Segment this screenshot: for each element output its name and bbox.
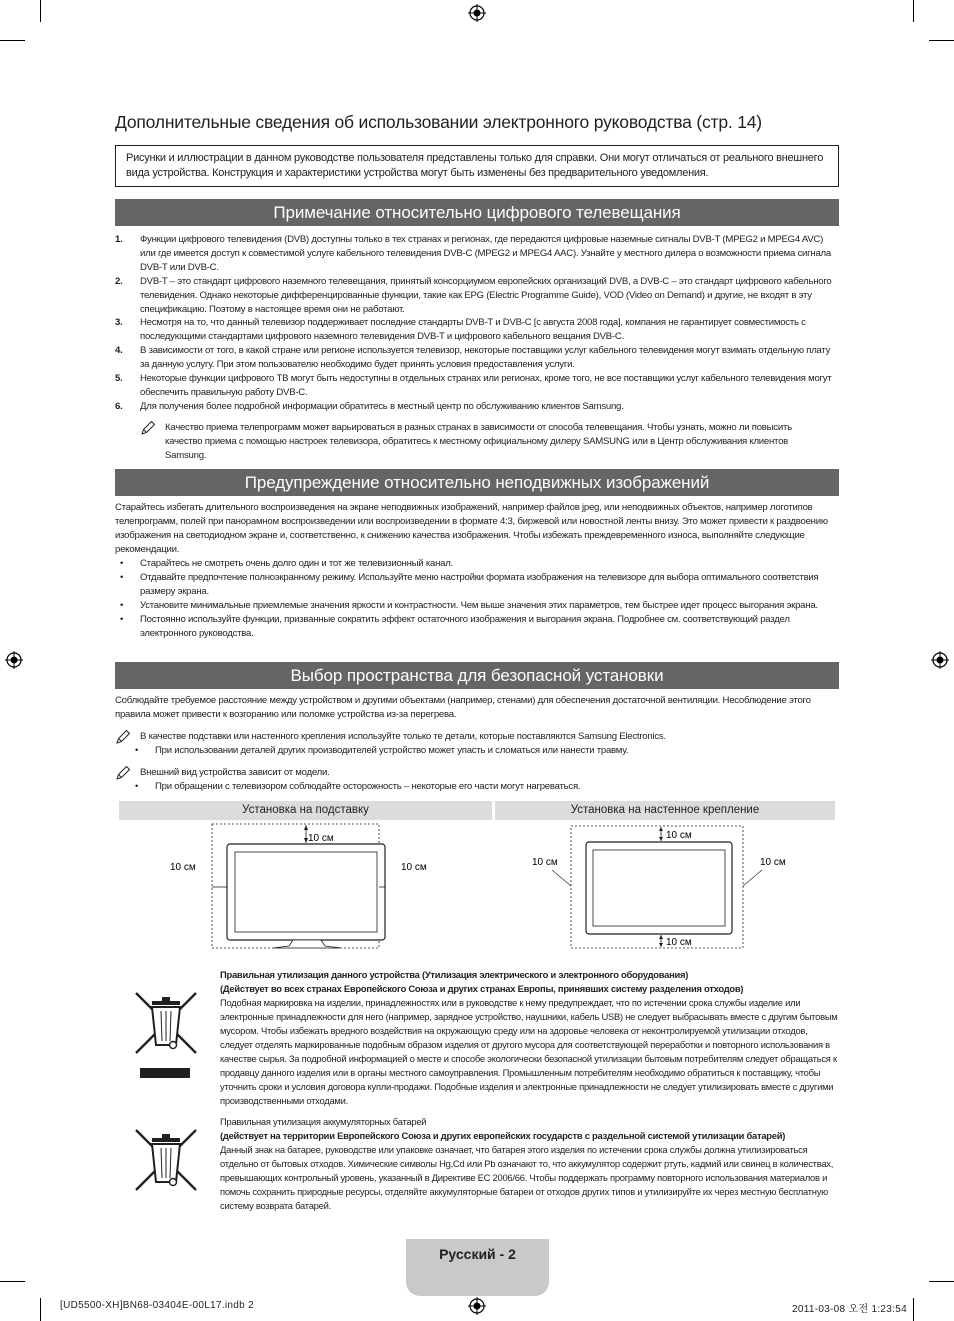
- still-images-intro: Старайтесь избегать длительного воспроизведения на экране неподвижных изображений, например файлов jpeg, или неподвижных объектов, например логотипов телепрограмм, полей при панорамном воспроизведении или воспроизведении в формате 4:3, биржевой или новостной ленты внизу. Это может привести к раздвоению изображения на светодиодном экране и, соответственно, к снижению качества изображения. Чтобы избежать преждевременного износа, выполняйте следующие рекомендации.: [115, 502, 828, 555]
- crop-mark: [0, 40, 25, 41]
- registration-mark-icon: [5, 651, 23, 669]
- list-item: • Старайтесь не смотреть очень долго один и тот же телевизионный канал.: [115, 557, 835, 571]
- section-heading-digital-tv: Примечание относительно цифрового телевещания: [115, 199, 839, 226]
- registration-mark-icon: [931, 651, 949, 669]
- dimension-label: 10 см: [401, 862, 427, 873]
- list-item: 5. Некоторые функции цифрового ТВ могут быть недоступны в отдельных странах или регионах, кроме того, не все поставщики услуг кабельного телевидения могут обеспечить правильную работу DVB-C.: [115, 373, 832, 398]
- crop-mark: [929, 1281, 954, 1282]
- crossed-bin-battery-icon: [132, 1126, 200, 1198]
- print-slug-right: 2011-03-08 오전 1:23:54: [792, 1304, 907, 1315]
- product-disposal-body: Подобная маркировка на изделии, принадлежностях или в руководстве к нему предупреждает, что по истечении срока службы изделие или электронные принадлежности для него (например, зарядное устройство, наушники, кабель USB) не следует выбрасывать вместе с другим бытовым мусором. Чтобы избежать вредного воздействия на окружающую среду или на здоровье человека от неконтролируемой утилизации отходов, следует отделять маркированные подобным образом изделия от другого мусора для соответствующей переработки и повторного использования в качестве сырья. За подробной информацией о месте и способе экологически безопасной утилизации бытовым потребителям следует обращаться к продавцу данного изделия или в органы местного самоуправления. Промышленным потребителям необходимо обратиться к поставщику, чтобы уточнить сроки и условия договора купли-продажи. Подобные изделия и электронные принадлежности не следует утилизировать вместе с другими производственными отходами.: [220, 997, 838, 1106]
- battery-disposal-text: [220, 1115, 840, 1213]
- dimension-label: 10 см: [666, 830, 692, 841]
- section-heading-installation: Выбор пространства для безопасной установки: [115, 662, 839, 689]
- dimension-label: 10 см: [308, 833, 334, 844]
- section-heading-still-images: Предупреждение относительно неподвижных изображений: [115, 469, 839, 496]
- crop-mark: [0, 1281, 25, 1282]
- print-slug-left: [UD5500-XH]BN68-03404E-00L17.indb 2: [60, 1300, 254, 1311]
- wall-clearance-diagram: [530, 822, 800, 952]
- page-title: Дополнительные сведения об использовании электронного руководства (стр. 14): [115, 112, 762, 132]
- crop-mark: [40, 1298, 41, 1321]
- registration-mark-icon: [468, 1297, 486, 1315]
- product-disposal-subtitle: (Действует во всех странах Европейского Союза и других странах Европы, принявших систему разделения отходов): [220, 983, 744, 994]
- list-item: 4. В зависимости от того, в какой стране или регионе используется телевизор, некоторые поставщики услуг кабельного телевидения могут взимать отдельную плату за данную услугу. При этом пользователю необходимо будет принять условия предоставления услуги.: [115, 345, 831, 371]
- stand-note: В качестве подставки или настенного крепления используйте только те детали, которые поставляются Samsung Electronics.: [140, 730, 830, 744]
- list-item: • При использовании деталей других производителей устройство может упасть и сломаться или нанести травму.: [130, 744, 830, 758]
- still-images-bullets: [115, 557, 835, 640]
- appearance-note-bullets: [130, 780, 830, 794]
- list-item: • Отдавайте предпочтение полноэкранному режиму. Используйте меню настройки формата изображения на телевизоре для выбора оптимального соответствия размеру экрана.: [115, 571, 835, 599]
- registration-mark-icon: [468, 4, 486, 22]
- crossed-bin-weee-icon: [132, 987, 200, 1082]
- battery-disposal-title: Правильная утилизация аккумуляторных батарей: [220, 1116, 427, 1127]
- digital-tv-list: [115, 233, 835, 414]
- stand-note-bullets: [130, 744, 830, 758]
- list-item: • При обращении с телевизором соблюдайте осторожность – некоторые его части могут нагреваться.: [130, 780, 830, 794]
- battery-disposal-body: Данный знак на батарее, руководстве или упаковке означает, что батарея этого изделия по истечении срока службы должна утилизироваться отдельно от бытовых отходов. Химические символы Hg,Cd или Pb означают то, что аккумулятор содержит ртуть, кадмий или свинец в количествах, превышающих контрольный уровень, указанный в Директиве ЕС 2006/66. Чтобы поддержать программу повторного использования материалов и помочь сохранить природные ресурсы, отделяйте аккумуляторные батареи от отходов других типов и утилизируйте их через местную бесплатную систему возврата батарей.: [220, 1144, 834, 1211]
- dimension-label: 10 см: [760, 857, 786, 868]
- installation-intro: Соблюдайте требуемое расстояние между устройством и другими объектами (например, стенами) для обеспечения достаточной вентиляции. Несоблюдение этого правила может привести к возгоранию или поломке устройства из-за перегрева.: [115, 695, 811, 720]
- product-disposal-text: [220, 968, 840, 1108]
- battery-disposal-subtitle: (действует на территории Европейского Союза и других европейских государств с раздельной системой утилизации батарей): [220, 1130, 786, 1141]
- list-item: • Установите минимальные приемлемые значения яркости и контрастности. Чем выше значения этих параметров, тем быстрее идет процесс выгорания экрана.: [115, 599, 835, 613]
- crop-mark: [40, 0, 41, 22]
- product-disposal-title: Правильная утилизация данного устройства (Утилизация электрического и электронного оборудования): [220, 969, 689, 980]
- dimension-label: 10 см: [170, 862, 196, 873]
- list-item: 2. DVB-T – это стандарт цифрового наземного телевещания, принятый консорциумом европейских организаций DVB, а DVB-C – это стандарт цифрового кабельного телевидения. Однако некоторые дифференцированные функции, такие как EPG (Electric Programme Guide), VOD (Video on Demand) и другие, не входят в эту спецификацию. Поэтому в настоящее время они не работают.: [115, 275, 832, 315]
- pencil-note-icon: [140, 420, 156, 436]
- stand-install-label: Установка на подставку: [119, 801, 492, 820]
- crop-mark: [913, 0, 914, 22]
- disclaimer-box: Рисунки и иллюстрации в данном руководстве пользователя представлены только для справки. Они могут отличаться от реального внешнего вида устройства. Конструкция и характеристики устройства могут быть изменены без предварительного уведомления.: [115, 145, 839, 187]
- crop-mark: [913, 1298, 914, 1321]
- list-item: • Постоянно используйте функции, призванные сократить эффект остаточного изображения и выгорания экрана. Подробнее см. соответствующий раздел электронного руководства.: [115, 613, 835, 641]
- reception-note: Качество приема телепрограмм может варьироваться в разных странах в зависимости от способа телевещания. Чтобы узнать, можно ли повысить качество приема с помощью настроек телевизора, обратитесь к местному официальному дилеру SAMSUNG или в Центр обслуживания клиентов Samsung.: [165, 421, 815, 463]
- dimension-label: 10 см: [532, 857, 558, 868]
- appearance-note: Внешний вид устройства зависит от модели.: [140, 766, 830, 780]
- pencil-note-icon: [115, 729, 131, 745]
- page-number: Русский - 2: [439, 1246, 516, 1262]
- wall-install-label: Установка на настенное крепление: [495, 801, 835, 820]
- stand-clearance-diagram: [165, 822, 445, 952]
- list-item: 1. Функции цифрового телевидения (DVB) доступны только в тех странах и регионах, где передаются цифровые наземные сигналы DVB-T (MPEG2 и MPEG4 AVC) или где имеется доступ к совместимой услуге кабельного телевидения DVB-C (MPEG2 и MPEG4 AAC). Узнайте у местного дилера о возможности приема сигнала DVB-T или DVB-C.: [115, 234, 831, 273]
- dimension-label: 10 см: [666, 937, 692, 948]
- list-item: 6. Для получения более подробной информации обратитесь в местный центр по обслуживанию клиентов Samsung.: [115, 400, 624, 412]
- pencil-note-icon: [115, 765, 131, 781]
- list-item: 3. Несмотря на то, что данный телевизор поддерживает последние стандарты DVB-T и DVB-C [с августа 2008 года], компания не гарантирует совместимость с последующими стандартами цифрового наземного телевидения DVB-T и цифрового кабельного вещания DVB-C.: [115, 317, 806, 343]
- crop-mark: [929, 40, 954, 41]
